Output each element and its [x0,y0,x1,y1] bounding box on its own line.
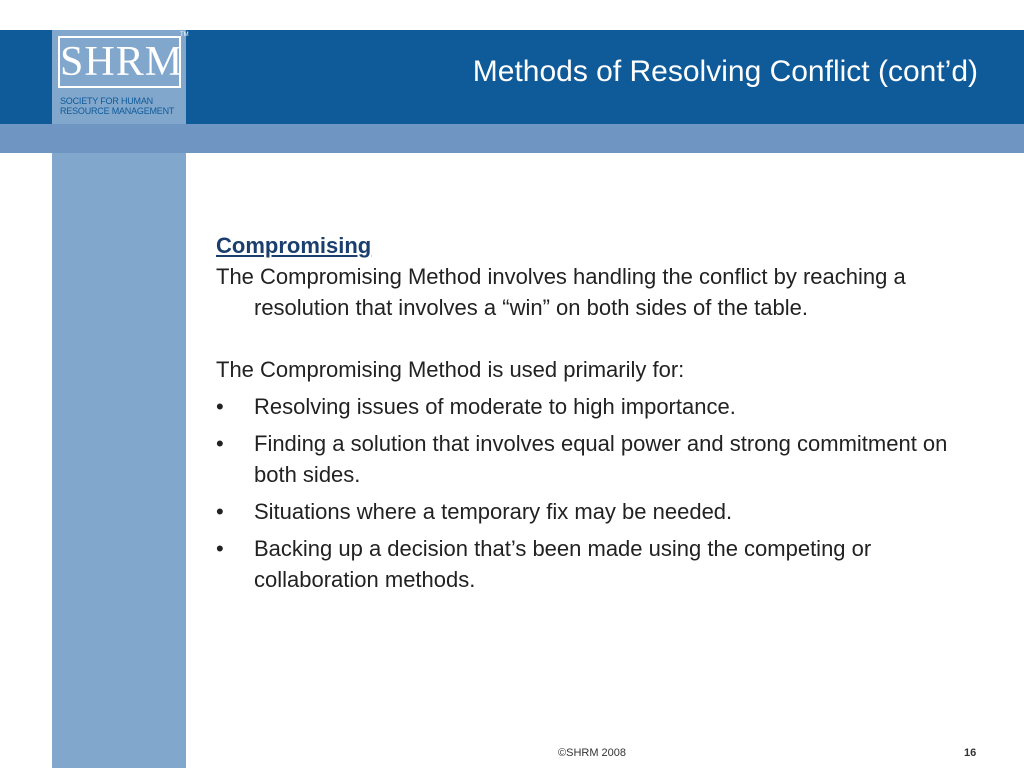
shrm-logo [52,30,189,124]
footer-copyright: ©SHRM 2008 [558,747,627,759]
paragraph-usage-intro: The Compromising Method is used primarily for: [216,357,685,382]
paragraph-gap [216,323,986,354]
list-item [216,496,986,527]
bullet-icon: • [216,499,224,524]
paragraph-description: The Compromising Method involves handling the conflict by reaching a resolution that involves a “win” on both sides of the table. [216,264,906,320]
list-item-text: Finding a solution that involves equal power and strong commitment on both sides. [254,431,948,487]
list-item-text: Situations where a temporary fix may be needed. [254,499,733,524]
side-column [52,153,186,768]
footer-page-number: 16 [964,747,977,759]
logo-text [60,96,184,116]
bullet-icon: • [216,394,224,419]
list-item-text: Resolving issues of moderate to high importance. [254,394,736,419]
list-item [216,533,986,595]
logo-text-line1: SOCIETY FOR HUMAN [60,96,153,106]
usage-bullet-list [216,391,986,595]
section-heading: Compromising [216,233,372,258]
slide-title: Methods of Resolving Conflict (cont’d) [472,55,978,88]
bullet-icon: • [216,536,224,561]
list-item [216,391,986,422]
logo-text-line2: RESOURCE MANAGEMENT [60,106,175,116]
list-item-text: Backing up a decision that’s been made using the competing or collaboration methods. [254,536,872,592]
logo-mark: SHRM [58,36,181,88]
header-sub-band [0,124,1024,153]
slide-content [216,230,986,601]
logo-trademark: TM [180,32,189,38]
list-item [216,428,986,490]
bullet-icon: • [216,431,224,456]
